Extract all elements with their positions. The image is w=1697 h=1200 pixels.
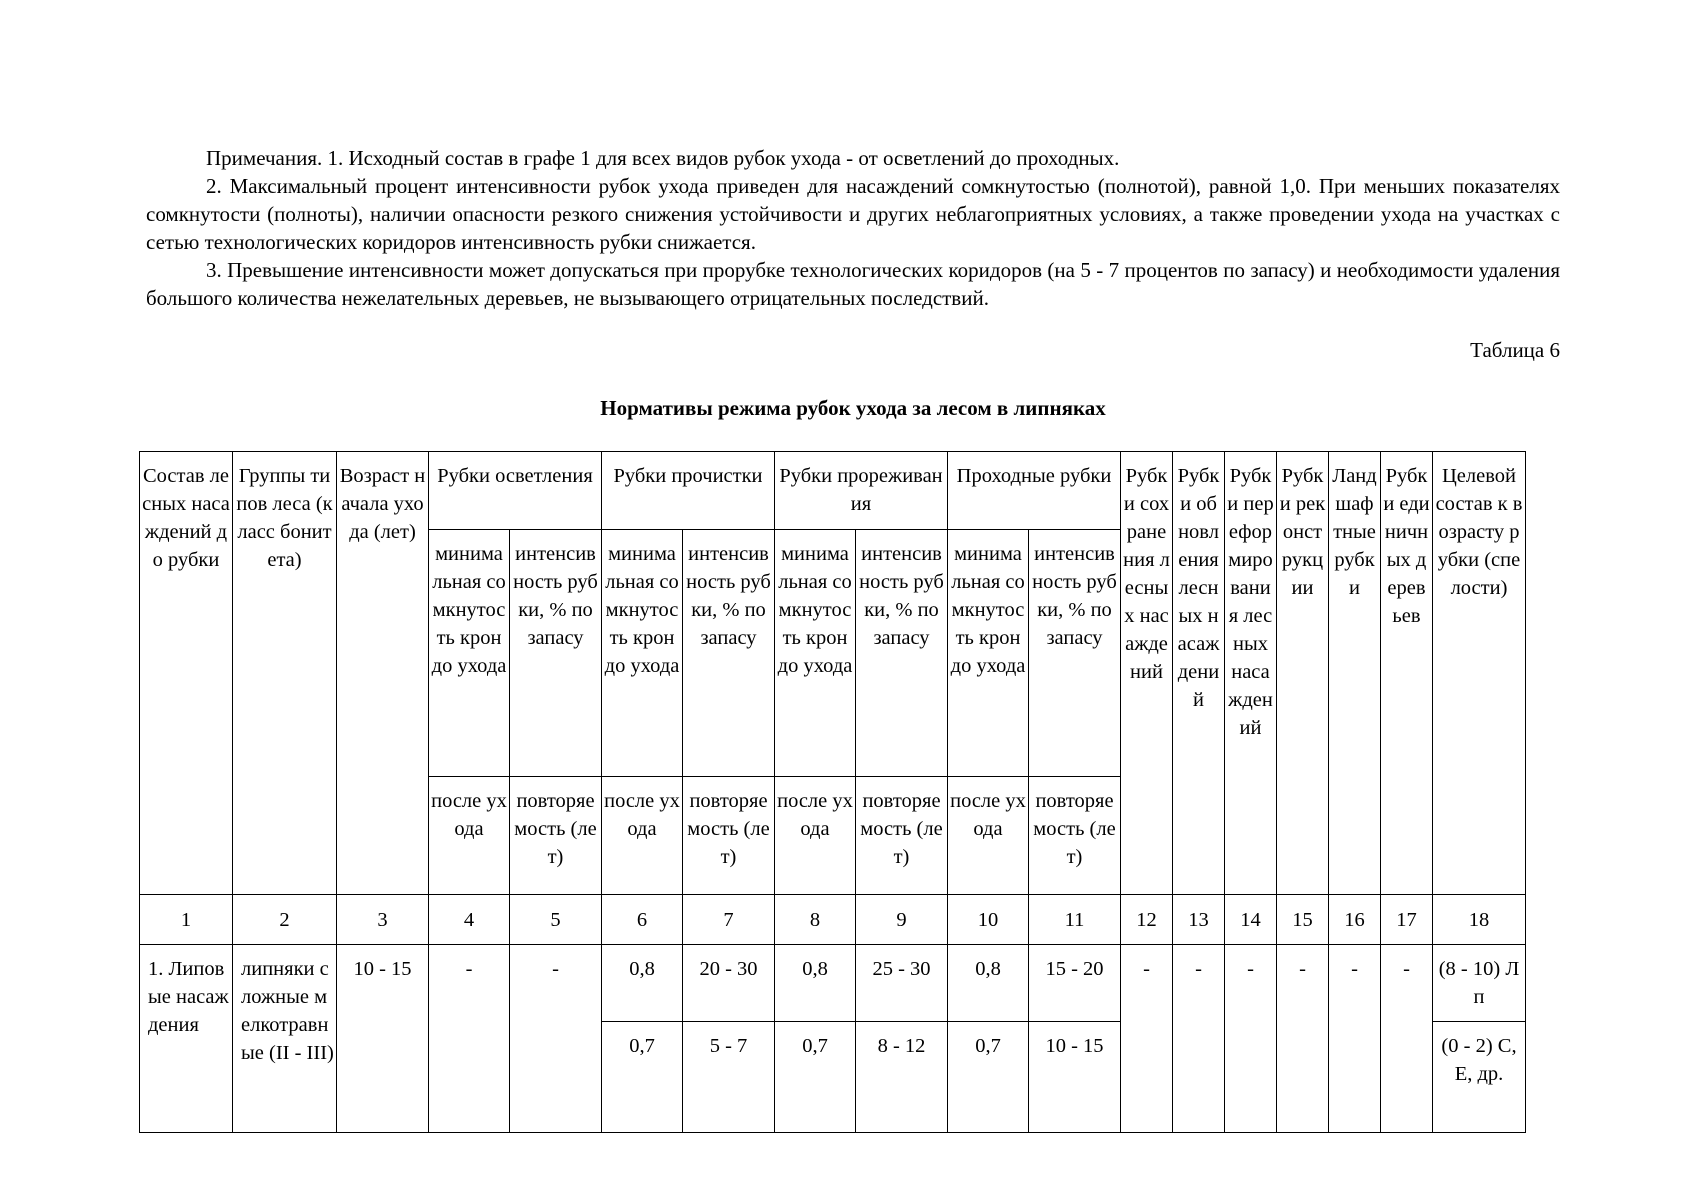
header-min-before: минимальная сомкнутость крон до ухода — [948, 530, 1029, 777]
column-number: 2 — [233, 895, 337, 945]
cell-proch-after: 0,7 — [602, 1022, 683, 1133]
note-2: 2. Максимальный процент интенсивности рубок ухода приведен для насаждений сомкнутостью (полнотой), равной 1,0. При меньших показателях сомкнутости (полноты), наличии опасности резкого снижения устойчивости и других неблагоприятных условиях, а также проведении ухода на участках с сетью технологических коридоров интенсивность рубки снижается. — [146, 174, 1560, 254]
cell-obnovlenie: - — [1173, 945, 1225, 1133]
cell-pereformirovanie: - — [1225, 945, 1277, 1133]
header-pereformirovanie: Рубки переформирования лесных насаждений — [1225, 452, 1277, 895]
header-edinichnye: Рубки единичных деревьев — [1381, 452, 1433, 895]
column-number-row — [140, 895, 1526, 945]
cell-target-main: (8 - 10) Лп — [1433, 945, 1526, 1022]
column-number: 3 — [337, 895, 429, 945]
header-prochistki: Рубки прочистки — [602, 452, 775, 530]
cell-sohranenie: - — [1121, 945, 1173, 1133]
cell-edinichnye: - — [1381, 945, 1433, 1133]
cell-target-admix: (0 - 2) С, Е, др. — [1433, 1022, 1526, 1133]
cell-composition: 1. Липовые насаждения — [140, 945, 233, 1133]
column-number: 14 — [1225, 895, 1277, 945]
cell-prohod-min: 0,8 — [948, 945, 1029, 1022]
header-composition: Состав лесных насаждений до рубки — [140, 452, 233, 895]
header-after: после ухода — [775, 777, 856, 895]
header-min-before: минимальная сомкнутость крон до ухода — [775, 530, 856, 777]
header-forest-types: Группы типов леса (класс бонитета) — [233, 452, 337, 895]
cell-prorezh-after: 0,7 — [775, 1022, 856, 1133]
header-repeat: повторяемость (лет) — [1029, 777, 1121, 895]
column-number: 6 — [602, 895, 683, 945]
header-intensity: интенсивность рубки, % по запасу — [856, 530, 948, 777]
column-number: 11 — [1029, 895, 1121, 945]
cell-proch-min: 0,8 — [602, 945, 683, 1022]
header-repeat: повторяемость (лет) — [510, 777, 602, 895]
header-after: после ухода — [602, 777, 683, 895]
column-number: 13 — [1173, 895, 1225, 945]
note-1: Примечания. 1. Исходный состав в графе 1 для всех видов рубок ухода - от осветлений до проходных. — [206, 146, 1120, 170]
column-number: 15 — [1277, 895, 1329, 945]
header-after: после ухода — [948, 777, 1029, 895]
cell-prohod-intensity: 15 - 20 — [1029, 945, 1121, 1022]
header-landshaftnye: Ландшафтные рубки — [1329, 452, 1381, 895]
header-intensity: интенсивность рубки, % по запасу — [1029, 530, 1121, 777]
cell-osv-intensity: - — [510, 945, 602, 1133]
header-sohranenie: Рубки сохранения лесных насаждений — [1121, 452, 1173, 895]
cell-prorezh-intensity: 25 - 30 — [856, 945, 948, 1022]
header-min-before: минимальная сомкнутость крон до ухода — [429, 530, 510, 777]
cell-age: 10 - 15 — [337, 945, 429, 1133]
header-osvetlenie: Рубки осветления — [429, 452, 602, 530]
header-repeat: повторяемость (лет) — [856, 777, 948, 895]
cell-forest-type: липняки сложные мелкотравные (II - III) — [233, 945, 337, 1133]
column-number: 5 — [510, 895, 602, 945]
column-number: 7 — [683, 895, 775, 945]
header-prorezhivanie: Рубки прореживания — [775, 452, 948, 530]
column-number: 8 — [775, 895, 856, 945]
column-number: 10 — [948, 895, 1029, 945]
column-number: 9 — [856, 895, 948, 945]
cell-landshaftnye: - — [1329, 945, 1381, 1133]
cell-prorezh-min: 0,8 — [775, 945, 856, 1022]
header-row-1 — [140, 452, 1526, 530]
header-obnovlenie: Рубки обновления лесных насаждений — [1173, 452, 1225, 895]
cell-osv-min: - — [429, 945, 510, 1133]
cell-proch-repeat: 5 - 7 — [683, 1022, 775, 1133]
header-prohodnye: Проходные рубки — [948, 452, 1121, 530]
header-start-age: Возраст начала ухода (лет) — [337, 452, 429, 895]
table-number: Таблица 6 — [1470, 338, 1560, 362]
column-number: 4 — [429, 895, 510, 945]
header-min-before: минимальная сомкнутость крон до ухода — [602, 530, 683, 777]
norms-table — [139, 451, 1526, 1133]
cell-prohod-repeat: 10 - 15 — [1029, 1022, 1121, 1133]
note-3: 3. Превышение интенсивности может допускаться при прорубке технологических коридоров (на 5 - 7 процентов по запасу) и необходимости удаления большого количества нежелательных деревьев, не вызывающего отрицательных последствий. — [146, 258, 1560, 310]
table-title: Нормативы режима рубок ухода за лесом в липняках — [600, 396, 1106, 420]
cell-proch-intensity: 20 - 30 — [683, 945, 775, 1022]
cell-prorezh-repeat: 8 - 12 — [856, 1022, 948, 1133]
column-number: 12 — [1121, 895, 1173, 945]
notes-block — [146, 144, 1560, 312]
column-number: 16 — [1329, 895, 1381, 945]
table-row — [140, 945, 1526, 1022]
column-number: 17 — [1381, 895, 1433, 945]
header-target-composition: Целевой состав к возрасту рубки (спелости) — [1433, 452, 1526, 895]
cell-prohod-after: 0,7 — [948, 1022, 1029, 1133]
column-number: 1 — [140, 895, 233, 945]
header-intensity: интенсивность рубки, % по запасу — [683, 530, 775, 777]
header-intensity: интенсивность рубки, % по запасу — [510, 530, 602, 777]
cell-rekonstrukcia: - — [1277, 945, 1329, 1133]
header-after: после ухода — [429, 777, 510, 895]
column-number: 18 — [1433, 895, 1526, 945]
header-rekonstrukcia: Рубки реконструкции — [1277, 452, 1329, 895]
header-repeat: повторяемость (лет) — [683, 777, 775, 895]
